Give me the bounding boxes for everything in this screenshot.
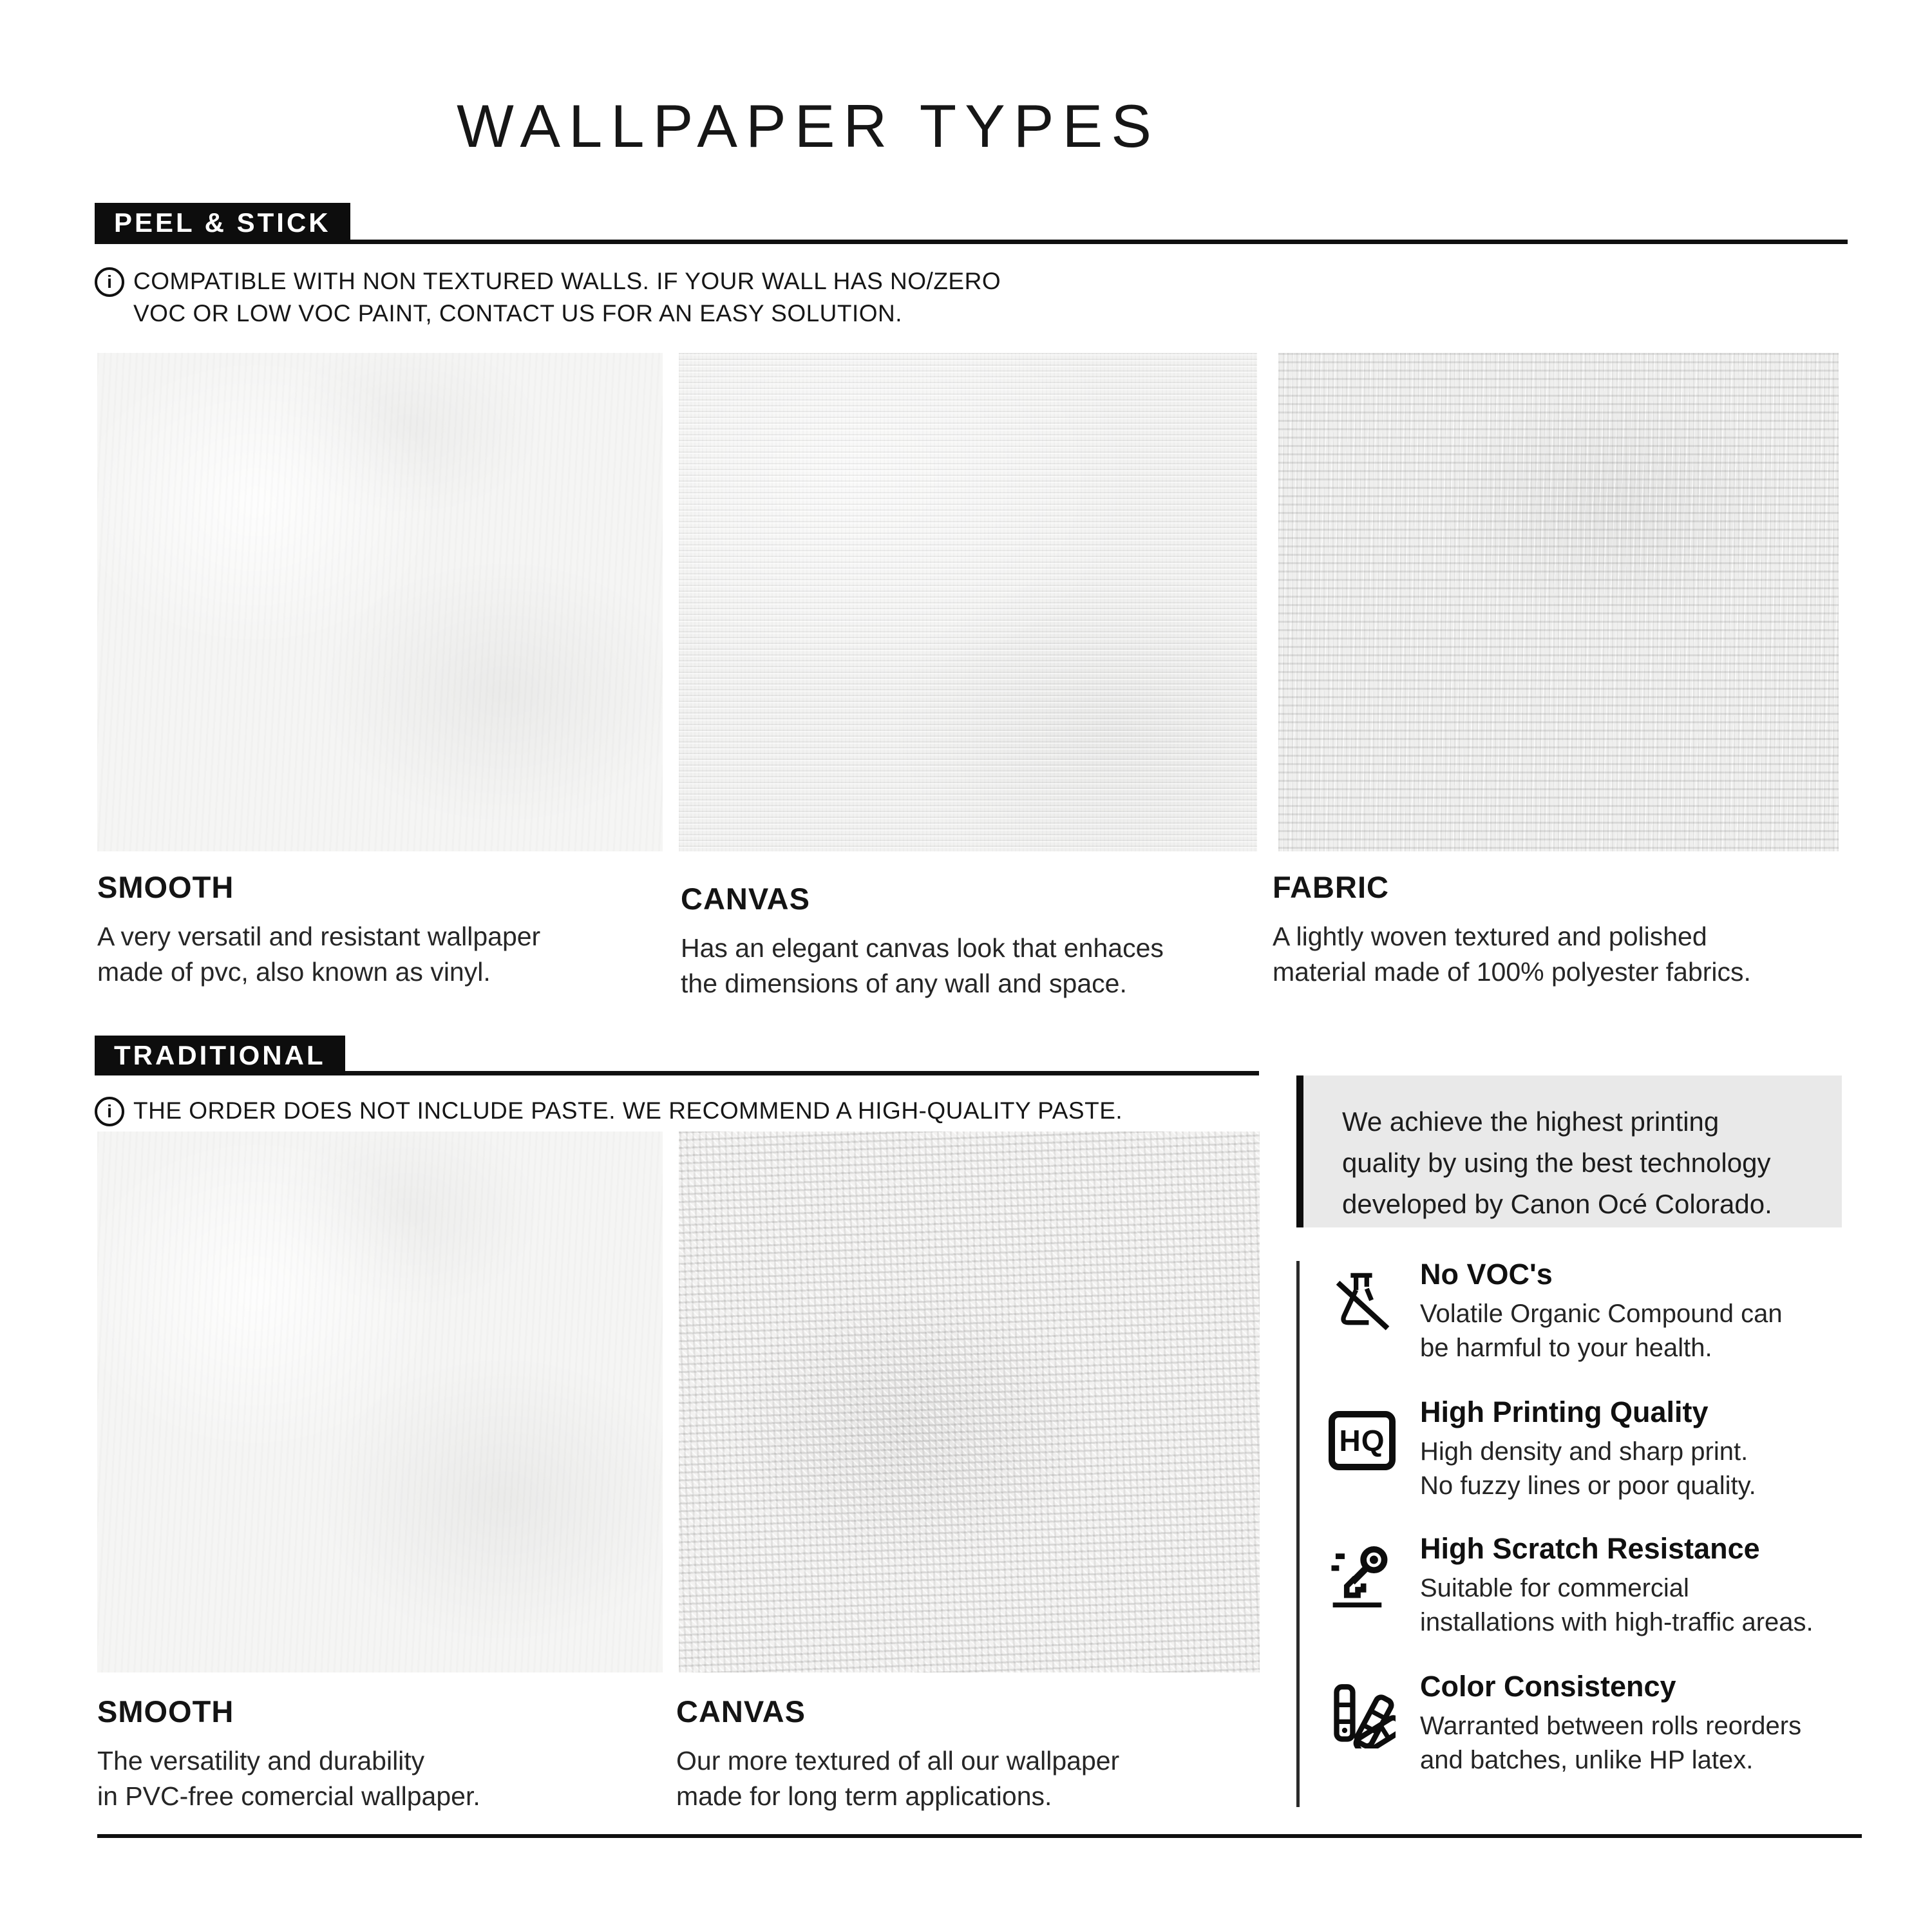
feature-high-scratch-resistance xyxy=(1320,1531,1887,1640)
callout-line: developed by Canon Océ Colorado. xyxy=(1342,1189,1772,1219)
feature-desc-line: Volatile Organic Compound can xyxy=(1420,1300,1783,1328)
swatch-fabric-peel xyxy=(1278,353,1839,851)
swatch-smooth-traditional xyxy=(97,1132,663,1672)
type-title: CANVAS xyxy=(676,1694,806,1728)
swatch-canvas-traditional xyxy=(679,1132,1260,1672)
type-desc-line: in PVC-free comercial wallpaper. xyxy=(97,1781,480,1811)
note-line: THE ORDER DOES NOT INCLUDE PASTE. WE RECOMMEND A HIGH-QUALITY PASTE. xyxy=(133,1097,1123,1124)
page-title: WALLPAPER TYPES xyxy=(457,92,1160,160)
type-desc-line: made for long term applications. xyxy=(676,1781,1052,1811)
traditional-note xyxy=(95,1095,1122,1127)
type-desc-line: made of pvc, also known as vinyl. xyxy=(97,957,491,987)
feature-high-printing-quality xyxy=(1320,1395,1887,1503)
type-title: SMOOTH xyxy=(97,1694,234,1728)
type-title: CANVAS xyxy=(681,882,810,916)
note-line: COMPATIBLE WITH NON TEXTURED WALLS. IF YOUR WALL HAS NO/ZERO xyxy=(133,268,1001,294)
feature-no-vocs xyxy=(1320,1257,1887,1365)
feature-color-consistency xyxy=(1320,1669,1887,1777)
key-scratch-icon xyxy=(1320,1535,1404,1619)
caption-canvas-peel xyxy=(681,881,1164,1001)
feature-desc-line: Suitable for commercial xyxy=(1420,1574,1689,1602)
feature-title: High Printing Quality xyxy=(1420,1396,1709,1428)
type-desc-line: A lightly woven textured and polished xyxy=(1273,922,1707,951)
printing-quality-callout xyxy=(1296,1075,1842,1227)
peel-stick-rule xyxy=(95,240,1848,244)
bottom-rule xyxy=(97,1834,1862,1838)
feature-desc-line: and batches, unlike HP latex. xyxy=(1420,1746,1754,1774)
no-voc-flask-icon xyxy=(1320,1261,1404,1345)
features-divider xyxy=(1296,1261,1300,1807)
feature-desc-line: No fuzzy lines or poor quality. xyxy=(1420,1472,1756,1500)
feature-title: High Scratch Resistance xyxy=(1420,1532,1760,1565)
info-icon: i xyxy=(95,1097,124,1126)
feature-title: Color Consistency xyxy=(1420,1670,1676,1703)
feature-desc-line: be harmful to your health. xyxy=(1420,1334,1712,1362)
type-desc-line: Our more textured of all our wallpaper xyxy=(676,1746,1120,1776)
feature-desc-line: High density and sharp print. xyxy=(1420,1437,1748,1466)
hq-badge-icon: HQ xyxy=(1320,1399,1404,1482)
info-icon: i xyxy=(95,267,124,297)
type-title: FABRIC xyxy=(1273,870,1389,904)
section-label-traditional: TRADITIONAL xyxy=(95,1036,345,1075)
caption-smooth-traditional xyxy=(97,1694,480,1814)
caption-smooth-peel xyxy=(97,869,540,990)
swatch-canvas-peel xyxy=(679,353,1257,851)
callout-line: We achieve the highest printing xyxy=(1342,1106,1719,1137)
type-desc-line: A very versatil and resistant wallpaper xyxy=(97,922,541,951)
feature-desc-line: installations with high-traffic areas. xyxy=(1420,1608,1814,1636)
feature-desc-line: Warranted between rolls reorders xyxy=(1420,1712,1802,1740)
type-desc-line: material made of 100% polyester fabrics. xyxy=(1273,957,1751,987)
caption-canvas-traditional xyxy=(676,1694,1119,1814)
peel-stick-note xyxy=(95,265,1001,330)
section-label-peel-stick: PEEL & STICK xyxy=(95,203,350,243)
callout-line: quality by using the best technology xyxy=(1342,1148,1771,1178)
type-title: SMOOTH xyxy=(97,870,234,904)
note-line: VOC OR LOW VOC PAINT, CONTACT US FOR AN EASY SOLUTION. xyxy=(133,300,903,327)
caption-fabric-peel xyxy=(1273,869,1751,990)
feature-title: No VOC's xyxy=(1420,1258,1553,1291)
type-desc-line: the dimensions of any wall and space. xyxy=(681,969,1127,998)
type-desc-line: The versatility and durability xyxy=(97,1746,425,1776)
swatch-smooth-peel xyxy=(97,353,663,851)
type-desc-line: Has an elegant canvas look that enhaces xyxy=(681,933,1164,963)
color-swatch-fan-icon xyxy=(1320,1673,1404,1757)
